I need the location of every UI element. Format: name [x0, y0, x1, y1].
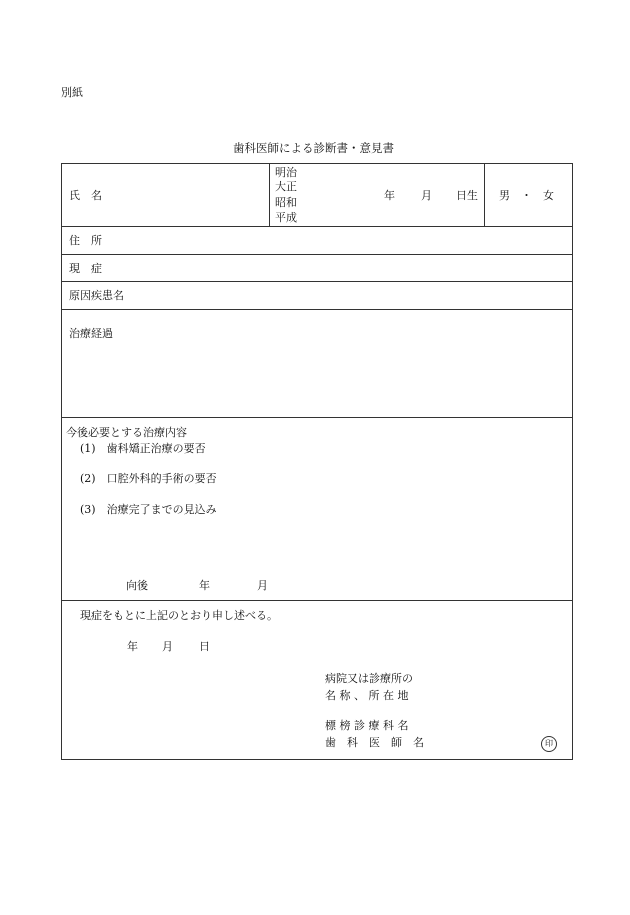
clinical-department-label: 標 榜 診 療 科 名 [325, 719, 409, 732]
era-taisho: 大正 [275, 180, 297, 193]
birth-year-label: 年 [384, 189, 395, 202]
era-showa: 昭和 [275, 196, 297, 209]
era-meiji: 明治 [275, 166, 297, 179]
era-heisei: 平成 [275, 211, 297, 224]
name-column-divider [269, 163, 270, 226]
outlook-month: 月 [257, 579, 268, 592]
declaration-month: 月 [162, 640, 173, 653]
declaration-year: 年 [127, 640, 138, 653]
outlook-year: 年 [199, 579, 210, 592]
future-treatment-heading: 今後必要とする治療内容 [66, 426, 187, 439]
dentist-name-label: 歯 科 医 師 名 [325, 736, 424, 749]
row-divider [61, 281, 573, 282]
seal-mark: 印 [541, 736, 557, 752]
treatment-history-label: 治療経過 [69, 327, 113, 340]
name-label: 氏 名 [69, 189, 102, 202]
outlook-prefix: 向後 [126, 579, 148, 592]
hospital-name-label-line1: 病院又は診療所の [325, 672, 413, 685]
table-border-top [61, 163, 573, 164]
row-divider [61, 417, 573, 418]
table-border-right [572, 163, 573, 760]
declaration-statement: 現症をもとに上記のとおり申し述べる。 [80, 609, 278, 622]
future-treatment-item-completion: (3) 治療完了までの見込み [80, 503, 217, 516]
cause-disease-label: 原因疾患名 [69, 289, 124, 302]
address-label: 住 所 [69, 234, 102, 247]
sex-column-divider [484, 163, 485, 226]
future-treatment-item-orthodontic: (1) 歯科矯正治療の要否 [80, 442, 206, 455]
table-border-bottom [61, 759, 573, 760]
attachment-label: 別紙 [61, 86, 83, 99]
row-divider [61, 226, 573, 227]
birth-day-label: 日生 [456, 189, 478, 202]
birth-month-label: 月 [421, 189, 432, 202]
row-divider [61, 309, 573, 310]
symptoms-label: 現 症 [69, 262, 102, 275]
row-divider [61, 600, 573, 601]
future-treatment-item-surgery: (2) 口腔外科的手術の要否 [80, 472, 217, 485]
sex-options: 男 ・ 女 [499, 189, 554, 202]
table-border-left [61, 163, 62, 760]
hospital-name-label-line2: 名 称 、 所 在 地 [325, 689, 409, 702]
document-title: 歯科医師による診断書・意見書 [233, 141, 394, 155]
declaration-day: 日 [199, 640, 210, 653]
row-divider [61, 254, 573, 255]
